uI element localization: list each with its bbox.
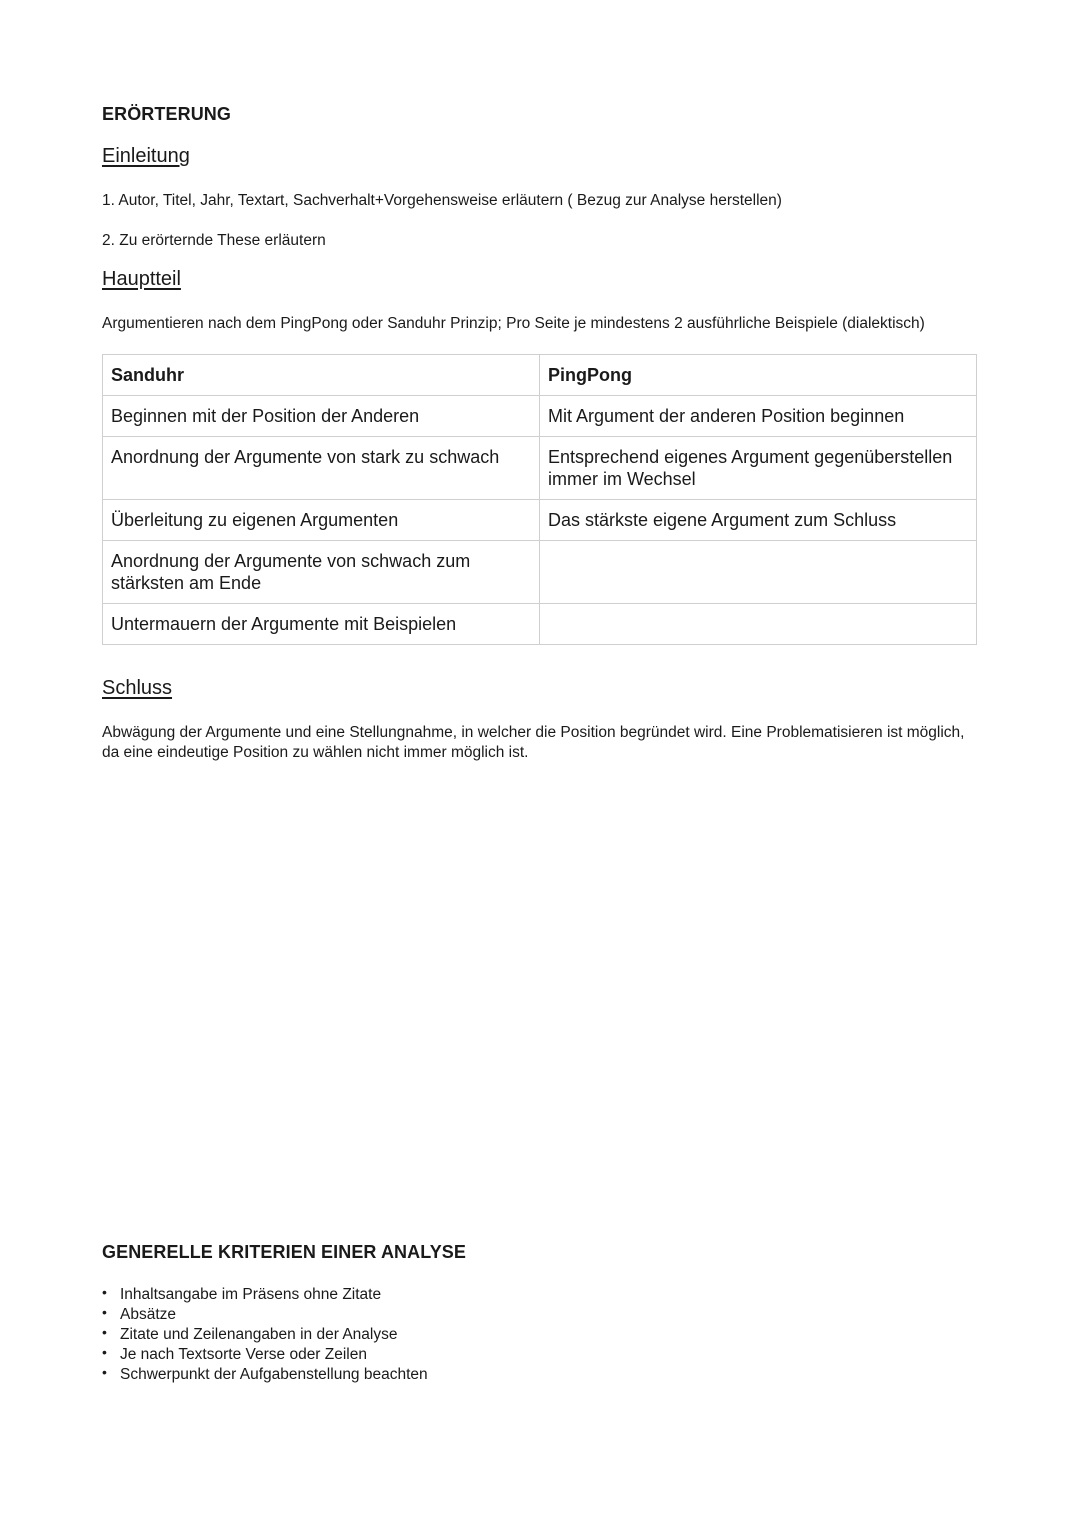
table-cell: Überleitung zu eigenen Argumenten bbox=[103, 500, 540, 541]
table-cell: Beginnen mit der Position der Anderen bbox=[103, 396, 540, 437]
kriterien-title: GENERELLE KRITERIEN EINER ANALYSE bbox=[102, 1242, 467, 1262]
table-cell bbox=[540, 604, 977, 645]
list-item: • Schwerpunkt der Aufgabenstellung beachten bbox=[102, 1365, 428, 1385]
einleitung-item-2: 2. Zu erörternde These erläutern bbox=[102, 232, 326, 249]
table-cell: Untermauern der Argumente mit Beispielen bbox=[103, 604, 540, 645]
kriterien-list bbox=[102, 1285, 428, 1385]
table-cell: Mit Argument der anderen Position beginnen bbox=[540, 396, 977, 437]
table-cell: Das stärkste eigene Argument zum Schluss bbox=[540, 500, 977, 541]
table-cell bbox=[540, 541, 977, 604]
list-item: • Absätze bbox=[102, 1305, 428, 1325]
list-item: • Inhaltsangabe im Präsens ohne Zitate bbox=[102, 1285, 428, 1305]
table-row bbox=[103, 541, 977, 604]
table-cell: Anordnung der Argumente von schwach zum stärksten am Ende bbox=[103, 541, 540, 604]
table-cell: Anordnung der Argumente von stark zu schwach bbox=[103, 437, 540, 500]
list-item: • Zitate und Zeilenangaben in der Analyse bbox=[102, 1325, 428, 1345]
table-header-sanduhr: Sanduhr bbox=[103, 355, 540, 396]
list-item: • Je nach Textsorte Verse oder Zeilen bbox=[102, 1345, 428, 1365]
hauptteil-text: Argumentieren nach dem PingPong oder Sanduhr Prinzip; Pro Seite je mindestens 2 ausführliche Beispiele (dialektisch) bbox=[102, 315, 925, 332]
table-row bbox=[103, 500, 977, 541]
table-header-pingpong: PingPong bbox=[540, 355, 977, 396]
einleitung-heading: Einleitung bbox=[102, 145, 190, 167]
table-header-row bbox=[103, 355, 977, 396]
comparison-table bbox=[102, 354, 977, 645]
table-cell: Entsprechend eigenes Argument gegenüberstellen immer im Wechsel bbox=[540, 437, 977, 500]
schluss-text: Abwägung der Argumente und eine Stellungnahme, in welcher die Position begründet wird. Eine Problematisieren ist möglich, da eine eindeutige Position zu wählen nicht immer möglich ist. bbox=[102, 724, 965, 761]
hauptteil-heading: Hauptteil bbox=[102, 268, 181, 290]
table-row bbox=[103, 396, 977, 437]
document-title: ERÖRTERUNG bbox=[102, 104, 232, 124]
table-row bbox=[103, 604, 977, 645]
schluss-heading: Schluss bbox=[102, 677, 173, 699]
einleitung-item-1: 1. Autor, Titel, Jahr, Textart, Sachverhalt+Vorgehensweise erläutern ( Bezug zur Analyse herstellen) bbox=[102, 192, 782, 209]
table-row bbox=[103, 437, 977, 500]
